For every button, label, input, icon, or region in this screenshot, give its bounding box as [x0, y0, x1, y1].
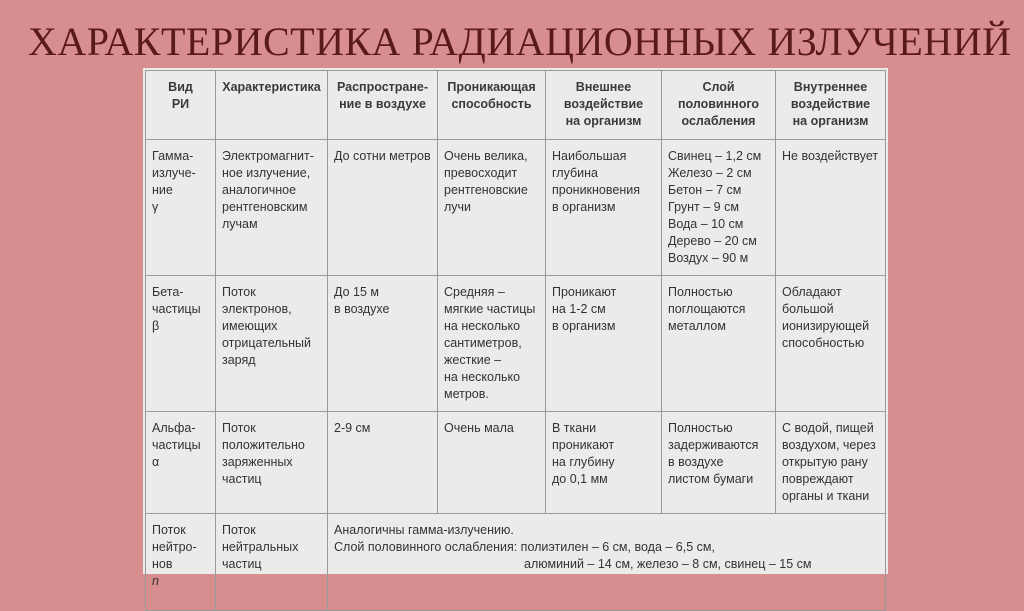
cell-type: Бета- частицы β — [146, 276, 216, 412]
cell-type — [146, 514, 216, 611]
header-characteristic: Характеристика — [216, 71, 328, 140]
cell-penetration: Очень мала — [438, 412, 546, 514]
cell-characteristic: Поток нейтральных частиц — [216, 514, 328, 611]
table-row-beta — [146, 276, 886, 412]
cell-external: В ткани проникают на глубину до 0,1 мм — [546, 412, 662, 514]
cell-penetration: Очень велика, превосходит рентгеновские лучи — [438, 140, 546, 276]
neutron-line-3: алюминий – 14 см, железо – 8 см, свинец – 15 см — [524, 557, 812, 571]
header-penetration: Проникающая способность — [438, 71, 546, 140]
table-row-neutron — [146, 514, 886, 611]
cell-internal: Обладают большой ионизирующей способностью — [776, 276, 886, 412]
cell-characteristic: Электромагнит- ное излучение, аналогичное рентгеновским лучам — [216, 140, 328, 276]
cell-characteristic: Поток электронов, имеющих отрицательный заряд — [216, 276, 328, 412]
cell-air: До 15 м в воздухе — [328, 276, 438, 412]
cell-external: Наибольшая глубина проникновения в организм — [546, 140, 662, 276]
header-half-layer: Слой половинного ослабления — [662, 71, 776, 140]
slide-title: ХАРАКТЕРИСТИКА РАДИАЦИОННЫХ ИЗЛУЧЕНИЙ — [28, 19, 1012, 64]
cell-internal: С водой, пищей воздухом, через открытую рану повреждают органы и ткани — [776, 412, 886, 514]
cell-half-layer: Полностью поглощаются металлом — [662, 276, 776, 412]
cell-type: Альфа- частицы α — [146, 412, 216, 514]
cell-type: Гамма- излуче- ние γ — [146, 140, 216, 276]
cell-external: Проникают на 1-2 см в организм — [546, 276, 662, 412]
table-row-alpha — [146, 412, 886, 514]
table-row-gamma — [146, 140, 886, 276]
header-type: Вид РИ — [146, 71, 216, 140]
cell-half-layer: Свинец – 1,2 см Железо – 2 см Бетон – 7 см Грунт – 9 см Вода – 10 см Дерево – 20 см Воздух – 90 м — [662, 140, 776, 276]
cell-half-layer: Полностью задерживаются в воздухе листом бумаги — [662, 412, 776, 514]
neutron-line-1: Аналогичны гамма-излучению. — [334, 523, 514, 537]
cell-air: 2-9 см — [328, 412, 438, 514]
header-external: Внешнее воздействие на организм — [546, 71, 662, 140]
cell-characteristic: Поток положительно заряженных частиц — [216, 412, 328, 514]
cell-internal: Не воздействует — [776, 140, 886, 276]
cell-air: До сотни метров — [328, 140, 438, 276]
radiation-table — [145, 70, 886, 611]
cell-neutron-notes — [328, 514, 886, 611]
neutron-line-2: Слой половинного ослабления: полиэтилен – 6 см, вода – 6,5 см, — [334, 540, 715, 554]
cell-penetration: Средняя – мягкие частицы на несколько сантиметров, жесткие – на несколько метров. — [438, 276, 546, 412]
header-row — [146, 71, 886, 140]
neutron-symbol: n — [152, 574, 159, 588]
neutron-type: Поток нейтро- нов — [152, 523, 197, 571]
header-air: Распростране- ние в воздухе — [328, 71, 438, 140]
header-internal: Внутреннее воздействие на организм — [776, 71, 886, 140]
